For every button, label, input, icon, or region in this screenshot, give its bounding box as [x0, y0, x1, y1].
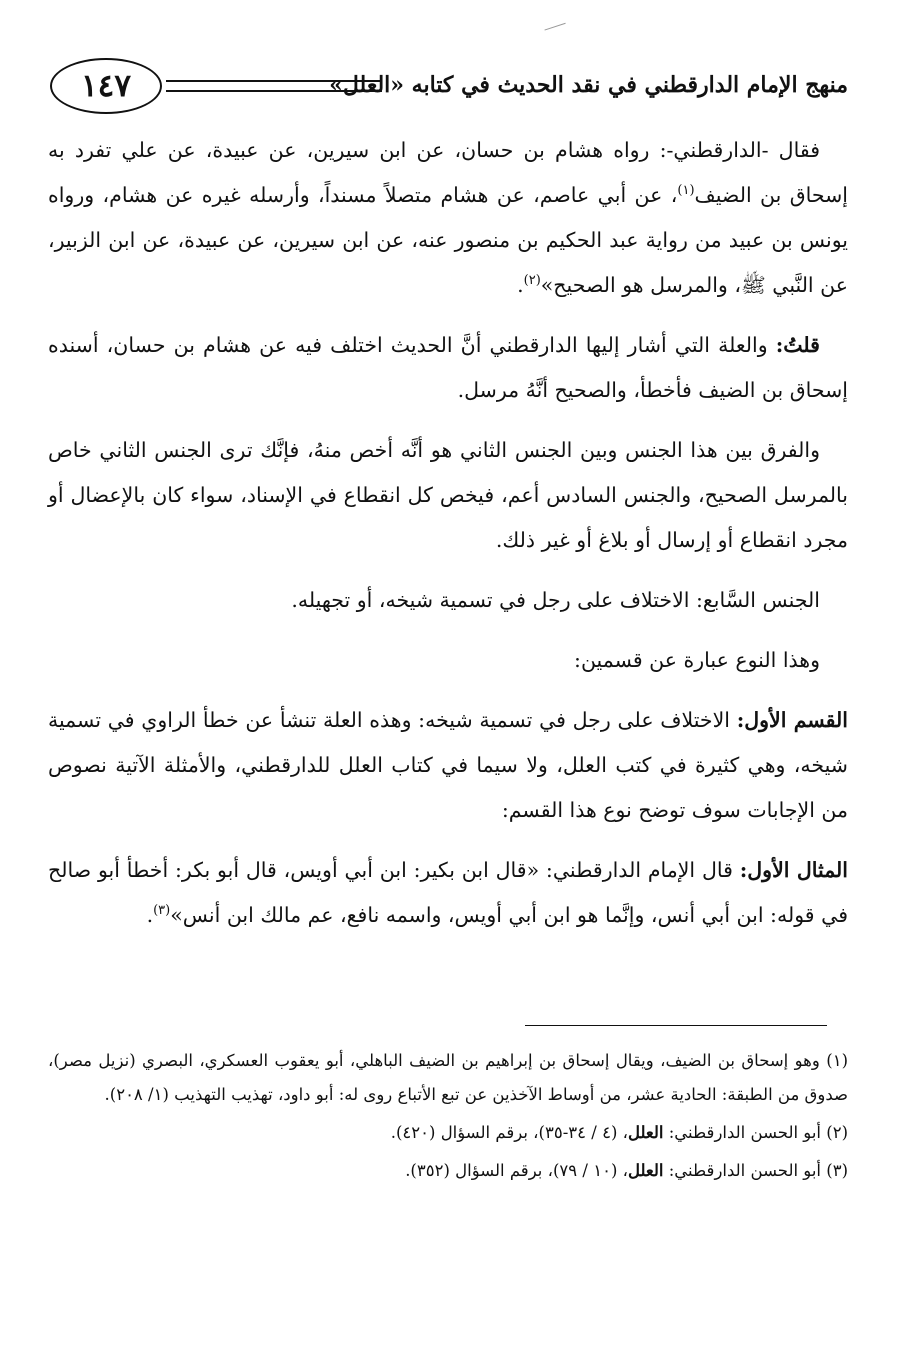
paragraph-6-lead: القسم الأول:	[736, 708, 848, 732]
paragraph-6	[48, 698, 848, 833]
paragraph-4-text: الاختلاف على رجل في تسمية شيخه، أو تجهيله.	[291, 588, 696, 612]
paragraph-7	[48, 848, 848, 938]
running-title: منهج الإمام الدارقطني في نقد الحديث في كتابه «العلل»	[329, 72, 848, 98]
footnote-3-book-title: العلل	[627, 1161, 664, 1180]
paragraph-7-text: قال الإمام الدارقطني: «قال ابن بكير: ابن أبي أويس، قال أبو بكر: أخطأ أبو صالح في قوله: ابن أبي أنس، وإنَّما هو ابن أبي أويس، واسمه نافع، عم مالك ابن أنس»	[48, 858, 848, 927]
footnote-2-text-a: (٢) أبو الحسن الدارقطني:	[663, 1123, 848, 1142]
footnote-ref-2: (٢)	[523, 273, 541, 289]
paragraph-1	[48, 128, 848, 308]
footnote-3-text-a: (٣) أبو الحسن الدارقطني:	[663, 1161, 848, 1180]
paragraph-1-end: .	[517, 273, 524, 297]
main-text	[48, 128, 848, 953]
footnote-2-text-b: ، (٤ / ٣٤-٣٥)، برقم السؤال (٤٢٠).	[390, 1123, 628, 1142]
footnotes	[48, 1044, 848, 1192]
paragraph-4-lead: الجنس السَّابع:	[695, 588, 820, 612]
paragraph-2	[48, 323, 848, 413]
footnote-2-book-title: العلل	[627, 1123, 664, 1142]
paragraph-7-lead: المثال الأول:	[739, 858, 849, 882]
page-number: ١٤٧	[50, 58, 162, 114]
paragraph-1-text-a: فقال -الدارقطني-: رواه هشام بن حسان، عن ابن سيرين، عن عبيدة، عن علي تفرد به إسحاق بن الضيف	[48, 138, 848, 207]
footnote-2	[48, 1116, 848, 1150]
page-header	[40, 58, 848, 118]
footnote-3	[48, 1154, 848, 1188]
paragraph-3: والفرق بين هذا الجنس وبين الجنس الثاني هو أنَّه أخص منهُ، فإنَّك ترى الجنس الثاني خاص بالمرسل الصحيح، والجنس السادس أعم، فيخص كل انقطاع في الإسناد، سواء كان بالإعضال أو مجرد انقطاع أو إرسال أو بلاغ أو غير ذلك.	[48, 438, 848, 552]
paragraph-2-text: والعلة التي أشار إليها الدارقطني أنَّ الحديث اختلف فيه عن هشام بن حسان، أسنده إسحاق بن الضيف فأخطأ، والصحيح أنَّهُ مرسل.	[48, 333, 848, 402]
paragraph-7-end: .	[146, 903, 154, 927]
footnote-separator	[525, 1025, 827, 1026]
header-double-rule	[166, 80, 382, 92]
footnote-ref-3: (٣)	[153, 903, 171, 919]
footnote-ref-1: (١)	[677, 183, 695, 199]
paragraph-6-text: الاختلاف على رجل في تسمية شيخه: وهذه العلة تنشأ عن خطأ الراوي في تسمية شيخه، وهي كثيرة في كتب العلل، ولا سيما في كتاب العلل للدارقطني، والأمثلة الآتية نصوص من الإجابات سوف توضح نوع هذا القسم:	[48, 708, 848, 822]
paragraph-4	[48, 578, 848, 623]
paragraph-1-text-b: ، عن أبي عاصم، عن هشام متصلاً مسنداً، وأرسله غيره عن هشام، ورواه يونس بن عبيد من رواية عبد الحكيم بن منصور عنه، عن ابن سيرين، عن عبيدة، عن ابن الزبير، عن النَّبي ﷺ، والمرسل هو الصحيح»	[48, 183, 848, 297]
footnote-1: (١) وهو إسحاق بن الضيف، ويقال إسحاق بن إبراهيم بن الضيف الباهلي، أبو يعقوب العسكري، البصري (نزيل مصر)، صدوق من الطبقة: الحادية عشر، من أوساط الآخذين عن تبع الأتباع روى له: أبو داود، تهذيب التهذيب (١/ ٢٠٨).	[48, 1051, 848, 1104]
paragraph-2-lead: قلتُ:	[775, 333, 820, 357]
paragraph-5: وهذا النوع عبارة عن قسمين:	[574, 648, 820, 672]
scan-mark	[544, 23, 567, 36]
footnote-3-text-b: ، (١٠ / ٧٩)، برقم السؤال (٣٥٢).	[405, 1161, 628, 1180]
